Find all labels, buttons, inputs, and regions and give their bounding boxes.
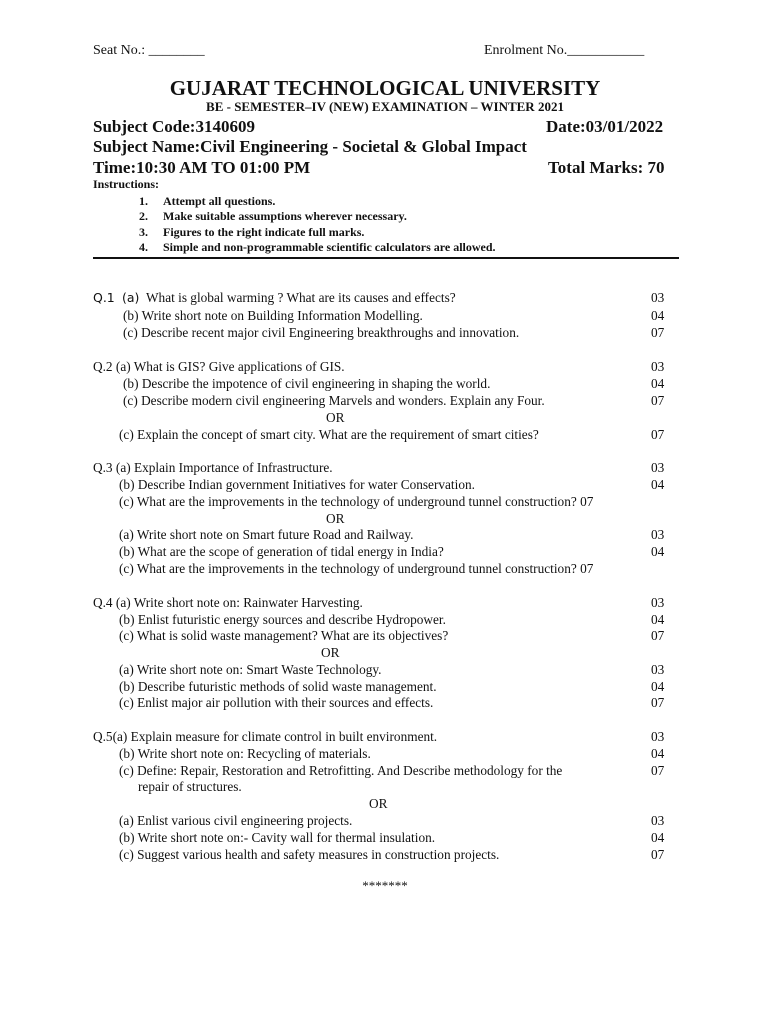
question-text: (b) Describe Indian government Initiatives for water Conservation. bbox=[119, 477, 475, 492]
question-text: (c) What are the improvements in the technology of underground tunnel construction? 07 bbox=[119, 494, 594, 509]
question-text: (b) Describe futuristic methods of solid waste management. bbox=[119, 679, 437, 694]
marks: 04 bbox=[651, 679, 665, 694]
marks: 03 bbox=[651, 595, 665, 610]
marks: 07 bbox=[651, 763, 665, 778]
question-text: (b) Enlist futuristic energy sources and describe Hydropower. bbox=[119, 612, 446, 627]
question-text: (a) Write short note on: Smart Waste Technology. bbox=[119, 662, 382, 677]
instruction-number: 3. bbox=[139, 225, 148, 239]
instruction-text: Simple and non-programmable scientific calculators are allowed. bbox=[163, 240, 496, 254]
exam-title: BE - SEMESTER–IV (NEW) EXAMINATION – WINTER 2021 bbox=[206, 99, 564, 114]
university-title: GUJARAT TECHNOLOGICAL UNIVERSITY bbox=[169, 76, 601, 100]
seat-number: Seat No.: ________ bbox=[93, 43, 205, 58]
instruction-number: 2. bbox=[139, 209, 148, 223]
marks: 07 bbox=[651, 695, 665, 710]
marks: 07 bbox=[651, 393, 665, 408]
exam-time: Time:10:30 AM TO 01:00 PM bbox=[93, 158, 311, 177]
exam-date: Date:03/01/2022 bbox=[546, 117, 664, 136]
marks: 04 bbox=[651, 477, 665, 492]
or-divider: OR bbox=[321, 645, 340, 660]
marks: 04 bbox=[651, 376, 665, 391]
marks: 03 bbox=[651, 813, 665, 828]
marks: 04 bbox=[651, 308, 665, 323]
marks: 07 bbox=[651, 325, 665, 340]
question-text: (c) Define: Repair, Restoration and Retrofitting. And Describe methodology for the bbox=[119, 763, 563, 778]
question-text: (c) Describe recent major civil Engineering breakthroughs and innovation. bbox=[123, 325, 520, 340]
question-text: (c) Suggest various health and safety measures in construction projects. bbox=[119, 847, 500, 862]
marks: 03 bbox=[651, 290, 665, 305]
question-text: (a) Enlist various civil engineering projects. bbox=[119, 813, 353, 828]
marks: 04 bbox=[651, 544, 665, 559]
question-label: Q.1 bbox=[93, 290, 115, 305]
question-text: (c) Explain the concept of smart city. What are the requirement of smart cities? bbox=[119, 427, 539, 442]
question-text-continued: repair of structures. bbox=[138, 779, 242, 794]
marks: 03 bbox=[651, 359, 665, 374]
question-text: (a) Write short note on Smart future Road and Railway. bbox=[119, 527, 414, 542]
question-text: (c) What are the improvements in the technology of underground tunnel construction? 07 bbox=[119, 561, 594, 576]
question-text: Q.2 (a) What is GIS? Give applications of GIS. bbox=[93, 359, 345, 374]
subject-code: Subject Code:3140609 bbox=[93, 117, 255, 136]
marks: 07 bbox=[651, 427, 665, 442]
instruction-text: Figures to the right indicate full marks. bbox=[163, 225, 365, 239]
enrolment-number: Enrolment No.___________ bbox=[484, 43, 645, 58]
question-text: (b) Write short note on: Recycling of materials. bbox=[119, 746, 371, 761]
instruction-number: 4. bbox=[139, 240, 148, 254]
question-text: Q.3 (a) Explain Importance of Infrastructure. bbox=[93, 460, 333, 475]
question-text: (b) What are the scope of generation of tidal energy in India? bbox=[119, 544, 444, 559]
or-divider: OR bbox=[369, 796, 388, 811]
instruction-text: Attempt all questions. bbox=[163, 194, 276, 208]
question-text: (c) Enlist major air pollution with their sources and effects. bbox=[119, 695, 434, 710]
part-prefix: (a) bbox=[122, 290, 140, 305]
marks: 07 bbox=[651, 847, 665, 862]
question-text: Q.5(a) Explain measure for climate control in built environment. bbox=[93, 729, 438, 744]
marks: 04 bbox=[651, 746, 665, 761]
subject-name: Subject Name:Civil Engineering - Societal & Global Impact bbox=[93, 137, 527, 156]
or-divider: OR bbox=[326, 410, 345, 425]
marks: 03 bbox=[651, 460, 665, 475]
marks: 03 bbox=[651, 662, 665, 677]
marks: 04 bbox=[651, 612, 665, 627]
question-text: (b) Describe the impotence of civil engineering in shaping the world. bbox=[123, 376, 491, 391]
end-marker: ******* bbox=[362, 878, 408, 893]
marks: 04 bbox=[651, 830, 665, 845]
question-text: What is global warming ? What are its causes and effects? bbox=[146, 290, 456, 305]
marks: 03 bbox=[651, 527, 665, 542]
question-text: (c) Describe modern civil engineering Marvels and wonders. Explain any Four. bbox=[123, 393, 545, 408]
instructions-title: Instructions: bbox=[93, 177, 160, 191]
total-marks: Total Marks: 70 bbox=[548, 158, 665, 177]
question-text: (c) What is solid waste management? What are its objectives? bbox=[119, 628, 449, 643]
header-divider bbox=[93, 257, 679, 259]
or-divider: OR bbox=[326, 511, 345, 526]
marks: 07 bbox=[651, 628, 665, 643]
question-text: Q.4 (a) Write short note on: Rainwater Harvesting. bbox=[93, 595, 363, 610]
question-text: (b) Write short note on:- Cavity wall for thermal insulation. bbox=[119, 830, 436, 845]
question-text: (b) Write short note on Building Information Modelling. bbox=[123, 308, 423, 323]
marks: 03 bbox=[651, 729, 665, 744]
instruction-number: 1. bbox=[139, 194, 148, 208]
instruction-text: Make suitable assumptions wherever necessary. bbox=[163, 209, 407, 223]
